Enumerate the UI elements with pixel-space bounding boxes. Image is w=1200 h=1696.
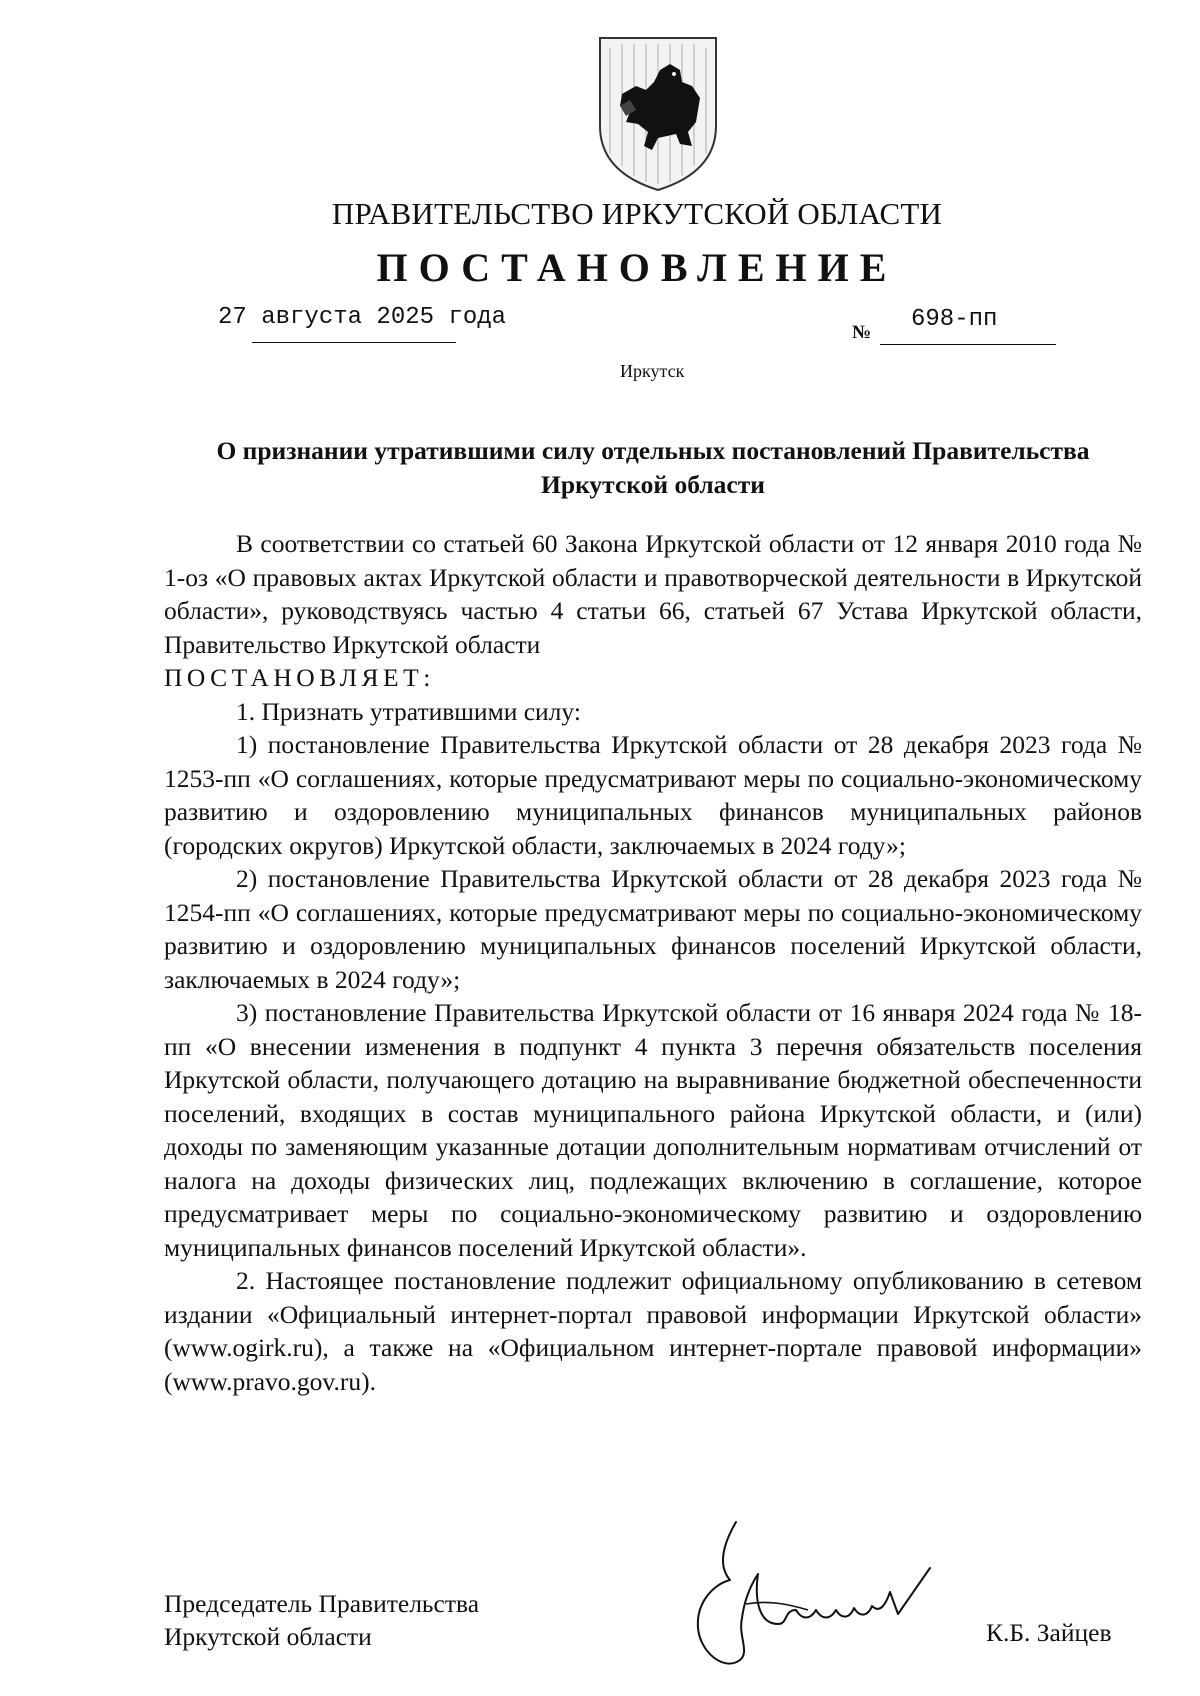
position-line-1: Председатель Правительства [164,1589,480,1618]
position-line-2: Иркутской области [164,1622,372,1651]
decree-word: ПОСТАНОВЛЯЕТ: [164,663,435,692]
item-1-3: 3) постановление Правительства Иркутской области от 16 января 2024 года № 18-пп «О внесении изменения в подпункт 4 пункта 3 перечня обязательств поселения Иркутской области, получающего дотацию на выравнивание бюджетной обеспеченности поселений, входящих в состав муниципального района Иркутской области, и (или) доходы по заменяющим указанные дотации дополнительным нормативам отчислений от налога на доходы физических лиц, подлежащих включению в соглашение, которое предусматривает меры по социально-экономическому развитию и оздоровлению муниципальных финансов поселений Иркутской области». [164,998,1142,1262]
government-name: ПРАВИТЕЛЬСТВО ИРКУТСКОЙ ОБЛАСТИ [331,196,943,231]
item-1: 1. Признать утратившими силу: [236,696,581,726]
item-1-2: 2) постановление Правительства Иркутской области от 28 декабря 2023 года № 1254-пп «О соглашениях, которые предусматривают меры по социально-экономическому развитию и оздоровлению муниципальных финансов поселений Иркутской области, заключаемых в 2024 году»; [164,864,1142,994]
signature-icon [684,1506,934,1696]
document-city: Иркутск [620,361,685,381]
item-1-1: 1) постановление Правительства Иркутской области от 28 декабря 2023 года № 1253-пп «О соглашениях, которые предусматривают меры по социально-экономическому развитию и оздоровлению муниципальных финансов муниципальных районов (городских округов) Иркутской области, заключаемых в 2024 году»; [164,730,1142,860]
number-sign: № [852,322,872,343]
preamble-paragraph: В соответствии со статьей 60 Закона Иркутской области от 12 января 2010 года № 1-оз «О правовых актах Иркутской области и правотворческой деятельности в Иркутской области», руководствуясь частью 4 статьи 66, статьей 67 Устава Иркутской области, Правительство Иркутской области [164,529,1142,659]
document-type: ПОСТАНОВЛЕНИЕ [376,245,898,290]
document-title: О признании утратившими силу отдельных постановлений Правительства Иркутской области [216,436,1090,499]
number-underline [880,344,1056,345]
document-date: 27 августа 2025 года [218,304,507,331]
item-2: 2. Настоящее постановление подлежит официальному опубликованию в сетевом издании «Официальный интернет-портал правовой информации Иркутской области» (www.ogirk.ru), а также на «Официальном интернет-портале правовой информации» (www.pravo.gov.ru). [164,1266,1142,1396]
signature-position [164,1587,479,1653]
document-body [164,527,1142,1398]
document-number: 698-пп [911,306,998,333]
date-underline [252,342,456,343]
signer-name: К.Б. Зайцев [986,1618,1112,1647]
coat-of-arms-icon [596,34,720,194]
